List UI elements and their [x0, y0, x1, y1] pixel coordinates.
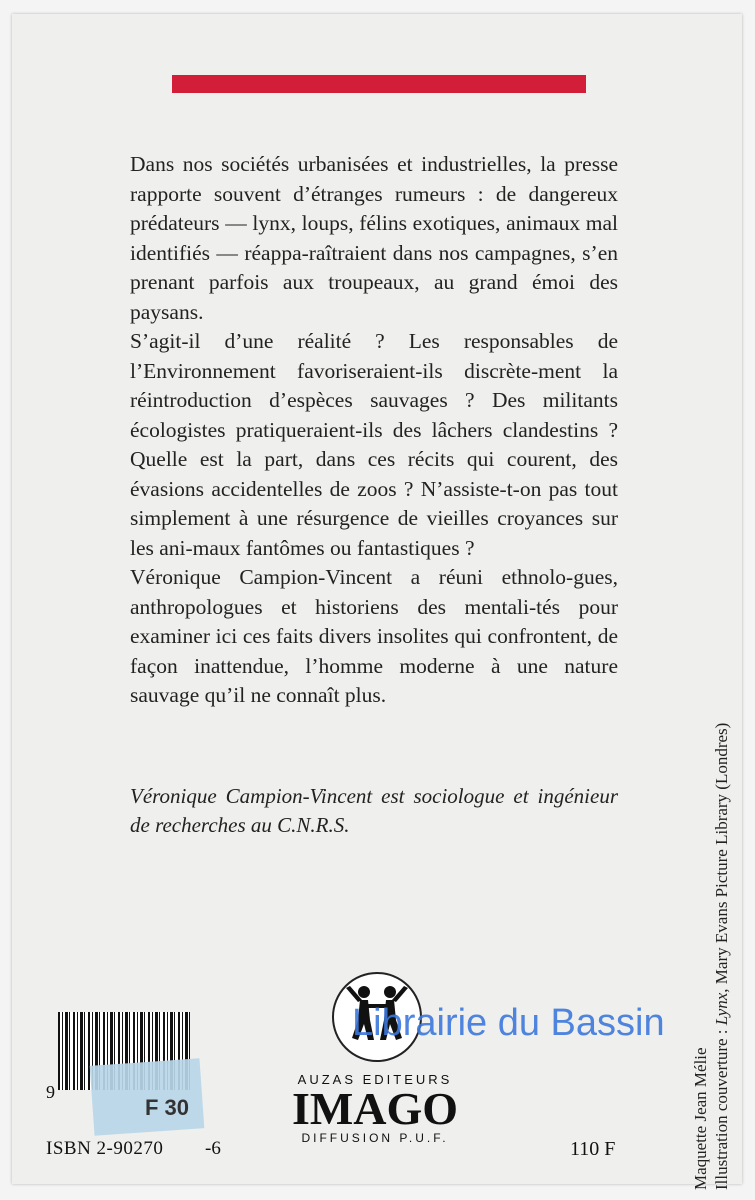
price: 110 F — [570, 1138, 616, 1160]
blurb-paragraph-3: Véronique Campion-Vincent a réuni ethnolo-gues, anthropologues et historiens des mentali-tés pour examiner ici ces faits divers insolites qui confrontent, de façon inattendue, l’homme moderne à une nature sauvage qu’il ne connaît plus. — [130, 565, 618, 707]
publisher-name: IMAGO — [291, 1083, 459, 1134]
credits-line-1: Maquette Jean Mélie — [691, 1047, 710, 1190]
red-accent-bar — [172, 75, 586, 93]
publisher-line-3: DIFFUSION P.U.F. — [301, 1131, 449, 1145]
publisher-line-1: AUZAS EDITEURS — [297, 1072, 453, 1087]
blurb — [130, 150, 618, 711]
isbn-suffix: -6 — [205, 1138, 221, 1159]
credits — [690, 700, 730, 1190]
isbn: ISBN 2-90270 — [46, 1138, 164, 1159]
credits-italic: Lynx — [712, 992, 731, 1026]
isbn-digit: 9 — [46, 1082, 55, 1102]
watermark: Librairie du Bassin — [352, 1002, 665, 1044]
credits-line-2 — [711, 723, 732, 1190]
credits-prefix: Illustration couverture : — [712, 1025, 731, 1190]
blurb-paragraph-2: S’agit-il d’une réalité ? Les responsables de l’Environnement favoriseraient-ils discrète-ment la réintroduction d’espèces sauvages ? Des militants écologistes pratiqueraient-ils des lâchers clandestins ? Quelle est la part, dans ces récits qui courent, des évasions accidentelles de zoos ? N’assiste-t-on pas tout simplement à une résurgence de vieilles croyances sur les ani-maux fantômes ou fantastiques ? — [130, 329, 618, 560]
blurb-paragraph-1: Dans nos sociétés urbanisées et industrielles, la presse rapporte souvent d’étranges rumeurs : de dangereux prédateurs — lynx, loups, félins exotiques, animaux mal identifiés — réappa-raîtraient dans nos campagnes, s’en prenant parfois aux troupeaux, au grand émoi des paysans. — [130, 152, 618, 324]
publisher-block — [282, 1072, 468, 1145]
sticker-text: F 30 — [145, 1095, 190, 1120]
author-bio: Véronique Campion-Vincent est sociologue et ingénieur de recherches au C.N.R.S. — [130, 784, 618, 837]
credits-suffix: , Mary Evans Picture Library (Londres) — [712, 722, 731, 993]
